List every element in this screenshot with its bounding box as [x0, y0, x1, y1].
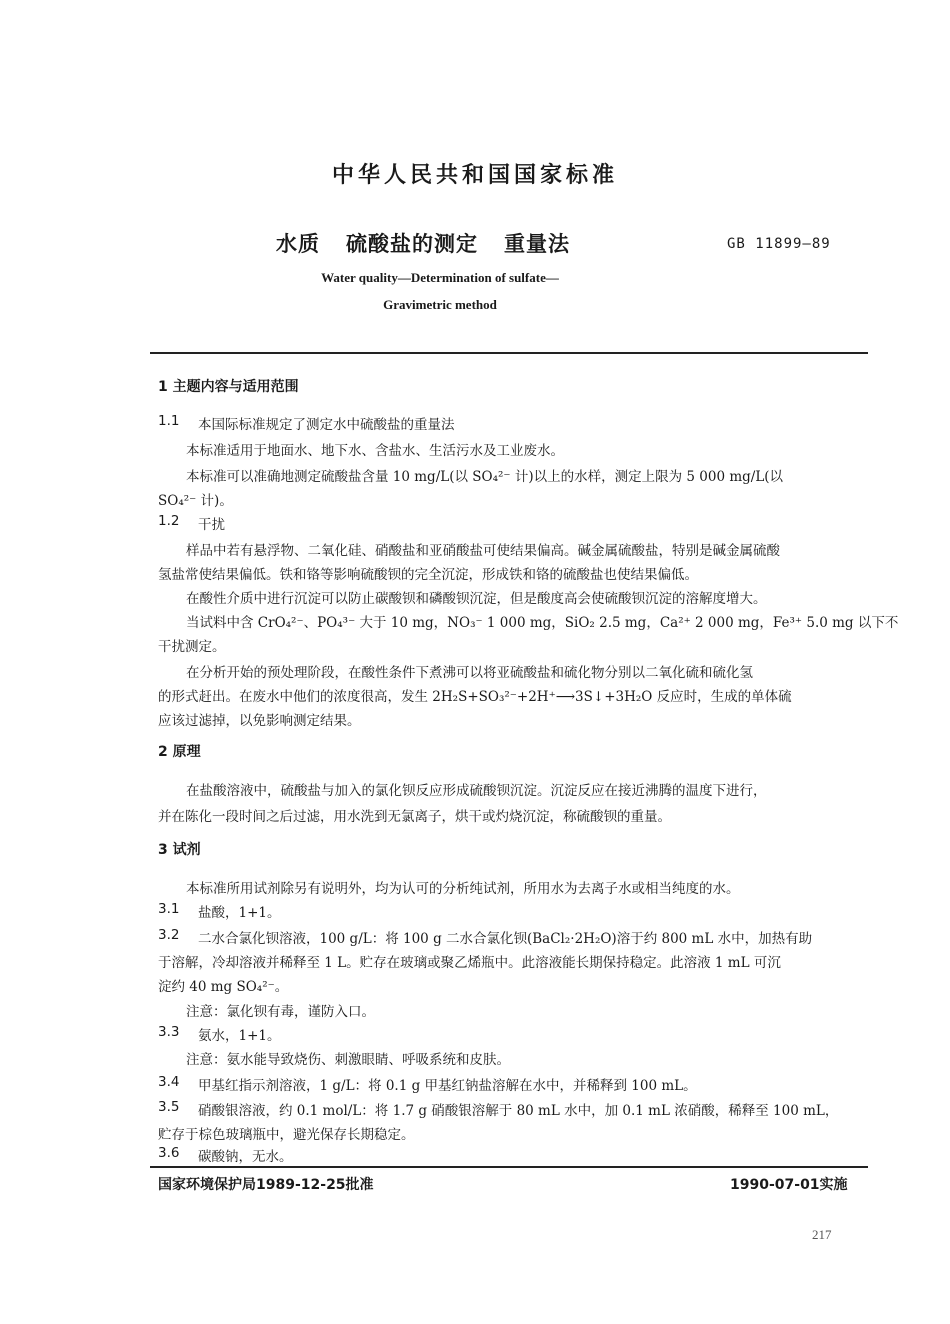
clause-text: 盐酸，1+1。: [198, 905, 281, 921]
paragraph-continued: 干扰测定。: [158, 639, 226, 655]
clause-text: 碳酸钠，无水。: [198, 1149, 293, 1165]
implementation-date: 1990-07-01实施: [730, 1177, 848, 1193]
paragraph-continued: 淀约 40 mg SO₄²⁻。: [158, 979, 289, 995]
approval-line: 国家环境保护局1989-12-25批准: [158, 1177, 374, 1193]
clause-number: 3.4: [158, 1074, 180, 1090]
paragraph: 样品中若有悬浮物、二氧化硅、硝酸盐和亚硝酸盐可使结果偏高。碱金属硫酸盐，特别是碱金属硫酸: [186, 543, 780, 559]
title-part-determination: 硫酸盐的测定: [346, 232, 478, 256]
paragraph-continued: SO₄²⁻ 计)。: [158, 493, 233, 509]
paragraph-continued: 的形式赶出。在废水中他们的浓度很高，发生 2H₂S+SO₃²⁻+2H⁺⟶3S↓+3H₂O 反应时，生成的单体硫: [158, 689, 792, 705]
paragraph: 本标准可以准确地测定硫酸盐含量 10 mg/L(以 SO₄²⁻ 计)以上的水样，测定上限为 5 000 mg/L(以: [186, 469, 784, 485]
standard-code: GB 11899—89: [727, 236, 831, 252]
paragraph-continued: 氢盐常使结果偏低。铁和铬等影响硫酸钡的完全沉淀，形成铁和铬的硫酸盐也使结果偏低。: [158, 567, 698, 583]
clause-number: 3.2: [158, 927, 180, 943]
title-part-water-quality: 水质: [276, 232, 320, 256]
clause-text: 硝酸银溶液，约 0.1 mol/L：将 1.7 g 硝酸银溶解于 80 mL 水中，加 0.1 mL 浓硝酸，稀释至 100 mL，: [198, 1103, 839, 1119]
english-title-line-1: Water quality—Determination of sulfate—: [321, 270, 559, 285]
clause-text: 甲基红指示剂溶液，1 g/L：将 0.1 g 甲基红钠盐溶解在水中，并稀释到 100 mL。: [198, 1078, 697, 1094]
national-standard-heading: 中华人民共和国国家标准: [331, 163, 618, 188]
section-2-heading: 2 原理: [158, 744, 201, 760]
standard-title: [276, 228, 596, 258]
paragraph-continued: 应该过滤掉，以免影响测定结果。: [158, 713, 361, 729]
paragraph-continued: 并在陈化一段时间之后过滤，用水洗到无氯离子，烘干或灼烧沉淀，称硫酸钡的重量。: [158, 809, 671, 825]
paragraph: 当试料中含 CrO₄²⁻、PO₄³⁻ 大于 10 mg，NO₃⁻ 1 000 mg，SiO₂ 2.5 mg，Ca²⁺ 2 000 mg，Fe³⁺ 5.0 mg 以下不: [186, 615, 899, 631]
paragraph: 本标准适用于地面水、地下水、含盐水、生活污水及工业废水。: [186, 443, 564, 459]
page-number: 217: [812, 1227, 832, 1242]
section-3-heading: 3 试剂: [158, 842, 201, 858]
paragraph: 在分析开始的预处理阶段，在酸性条件下煮沸可以将亚硫酸盐和硫化物分别以二氧化硫和硫化氢: [186, 665, 753, 681]
section-1-heading: 1 主题内容与适用范围: [158, 379, 299, 395]
bottom-divider: [150, 1166, 868, 1168]
english-title-line-2: Gravimetric method: [383, 297, 497, 312]
clause-text: 二水合氯化钡溶液，100 g/L：将 100 g 二水合氯化钡(BaCl₂·2H₂O)溶于约 800 mL 水中，加热有助: [198, 931, 813, 947]
clause-number: 3.6: [158, 1145, 180, 1161]
clause-number: 3.3: [158, 1024, 180, 1040]
clause-text: 本国际标准规定了测定水中硫酸盐的重量法: [198, 417, 455, 433]
clause-text: 干扰: [198, 517, 225, 533]
note: 注意：氨水能导致烧伤、刺激眼睛、呼吸系统和皮肤。: [186, 1052, 510, 1068]
top-divider: [150, 352, 868, 354]
paragraph: 本标准所用试剂除另有说明外，均为认可的分析纯试剂，所用水为去离子水或相当纯度的水。: [186, 881, 740, 897]
clause-number: 3.1: [158, 901, 180, 917]
paragraph: 在盐酸溶液中，硫酸盐与加入的氯化钡反应形成硫酸钡沉淀。沉淀反应在接近沸腾的温度下进行，: [186, 783, 767, 799]
paragraph: 在酸性介质中进行沉淀可以防止碳酸钡和磷酸钡沉淀，但是酸度高会使硫酸钡沉淀的溶解度增大。: [186, 591, 767, 607]
clause-number: 1.1: [158, 413, 180, 429]
title-part-method: 重量法: [504, 232, 570, 256]
clause-text: 氨水，1+1。: [198, 1028, 281, 1044]
note: 注意：氯化钡有毒，谨防入口。: [186, 1004, 375, 1020]
paragraph-continued: 于溶解，冷却溶液并稀释至 1 L。贮存在玻璃或聚乙烯瓶中。此溶液能长期保持稳定。此溶液 1 mL 可沉: [158, 955, 781, 971]
clause-number: 3.5: [158, 1099, 180, 1115]
clause-number: 1.2: [158, 513, 180, 529]
paragraph-continued: 贮存于棕色玻璃瓶中，避光保存长期稳定。: [158, 1127, 415, 1143]
